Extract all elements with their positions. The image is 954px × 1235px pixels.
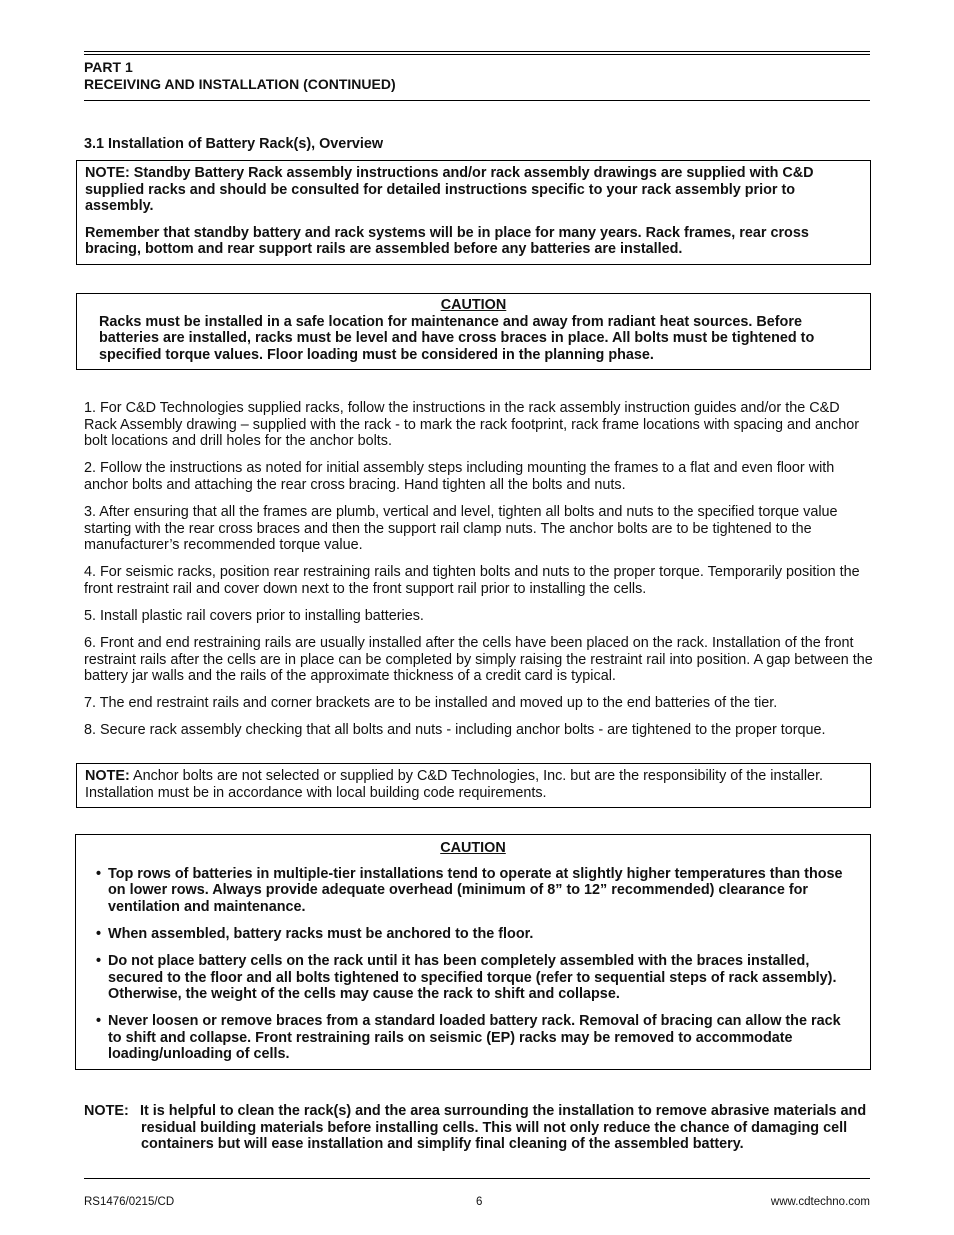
bullet-icon: • — [96, 925, 102, 942]
caution-bullet: • Do not place battery cells on the rack until it has been completely assembled with the braces installed, secured to the floor and all bolts tightened to specified torque (refer to sequential steps of rack assembly). Otherwise, the weight of the cells may cause the rack to shift and collapse. — [96, 952, 837, 1003]
header-double-rule — [84, 51, 870, 55]
step-item: 3. After ensuring that all the frames are plumb, vertical and level, tighten all bolts and nuts to the specified torque value starting with the rear cross braces and then the support rail clamp nuts. The anchor bolts are to be tightened to the manufacturer’s recommended torque value. — [84, 503, 838, 554]
part-label: PART 1 — [84, 59, 133, 75]
caution-box-2 — [75, 834, 871, 1070]
step-item: 1. For C&D Technologies supplied racks, follow the instructions in the rack assembly instruction guides and/or the C&D Rack Assembly drawing – supplied with the rack - to mark the rack footprint, rack frame locations with spacing and anchor bolt locations and drill holes for the anchor bolts. — [84, 400, 860, 450]
caution-box — [76, 293, 871, 370]
note-box — [76, 160, 871, 265]
page-header — [84, 59, 870, 92]
footer-page-number: 6 — [476, 1196, 483, 1208]
anchor-note-label: NOTE: — [85, 768, 130, 784]
footer-url: www.cdtechno.com — [770, 1196, 870, 1208]
step-item: 4. For seismic racks, position rear restraining rails and tighten bolts and nuts to the proper torque. Temporarily position the front restraint rail and cover down next to the front support rail prior to installing the cells. — [84, 564, 860, 597]
step-item: 7. The end restraint rails and corner brackets are to be installed and moved up to the end batteries of the tier. — [84, 695, 778, 712]
footer-doc-id: RS1476/0215/CD — [84, 1196, 175, 1208]
caution-bullet: • Top rows of batteries in multiple-tier installations tend to operate at slightly higher temperatures than those on lower rows. Always provide adequate overhead (minimum of 8” to 12” recommended) clearance for ventilation and maintenance. — [96, 865, 843, 915]
caution-list — [96, 866, 850, 1063]
caution-bullet: • When assembled, battery racks must be anchored to the floor. — [96, 925, 534, 942]
step-item: 2. Follow the instructions as noted for initial assembly steps including mounting the frames to a flat and even floor with anchor bolts and attaching the rear cross bracing. Hand tighten all the bolts and nuts. — [84, 460, 835, 493]
step-item: 8. Secure rack assembly checking that all bolts and nuts - including anchor bolts - are tightened to the proper torque. — [84, 722, 826, 739]
section-title: 3.1 Installation of Battery Rack(s), Overview — [84, 136, 384, 152]
part-title: RECEIVING AND INSTALLATION (CONTINUED) — [84, 75, 396, 92]
step-item: 5. Install plastic rail covers prior to installing batteries. — [84, 607, 424, 624]
caution-text: Racks must be installed in a safe location for maintenance and away from radiant heat sources. Before batteries are installed, racks must be level and have cross braces in place. All bolts must be tightened to specified torque values. Floor loading must be considered in the planning phase. — [99, 313, 815, 363]
caution-title: CAUTION — [440, 840, 506, 856]
anchor-note — [85, 768, 862, 801]
header-rule — [84, 100, 870, 101]
final-note-text: It is helpful to clean the rack(s) and the area surrounding the installation to remove abrasive materials and residual building materials before installing cells. This will not only reduce the chance of damaging cell containers but will ease installation and simplify final cleaning of the assembled battery. — [140, 1103, 867, 1153]
installation-steps — [84, 400, 874, 750]
caution-title: CAUTION — [440, 297, 507, 313]
anchor-note-text: Anchor bolts are not selected or supplied by C&D Technologies, Inc. but are the responsibility of the installer. Installation must be in accordance with local building code requirements. — [85, 768, 824, 801]
final-note — [84, 1103, 870, 1153]
bullet-icon: • — [96, 865, 102, 882]
step-item: 6. Front and end restraining rails are usually installed after the cells have been placed on the rack. Installation of the front restraint rails after the cells are in place can be completed by simply raising the restraint rail into position. A gap between the battery jar walls and the rails of the approximate thickness of a credit card is typical. — [84, 635, 873, 685]
caution-bullet: • Never loosen or remove braces from a standard loaded battery rack. Removal of bracing can allow the rack to shift and collapse. Front restraining rails on seismic (EP) racks may be removed to accommodate loading/unloading of cells. — [96, 1013, 841, 1063]
note-paragraph: NOTE: Standby Battery Rack assembly instructions and/or rack assembly drawings are supplied with C&D supplied racks and should be consulted for detailed instructions specific to your rack assembly prior to assembly. — [85, 165, 814, 215]
footer-rule — [84, 1178, 870, 1179]
note-paragraph: Remember that standby battery and rack systems will be in place for many years. Rack frames, rear cross bracing, bottom and rear support rails are assembled before any batteries are installed. — [85, 224, 809, 258]
final-note-label: NOTE: — [84, 1103, 129, 1119]
bullet-icon: • — [96, 952, 102, 969]
anchor-note-box — [76, 763, 871, 808]
bullet-icon: • — [96, 1013, 102, 1030]
